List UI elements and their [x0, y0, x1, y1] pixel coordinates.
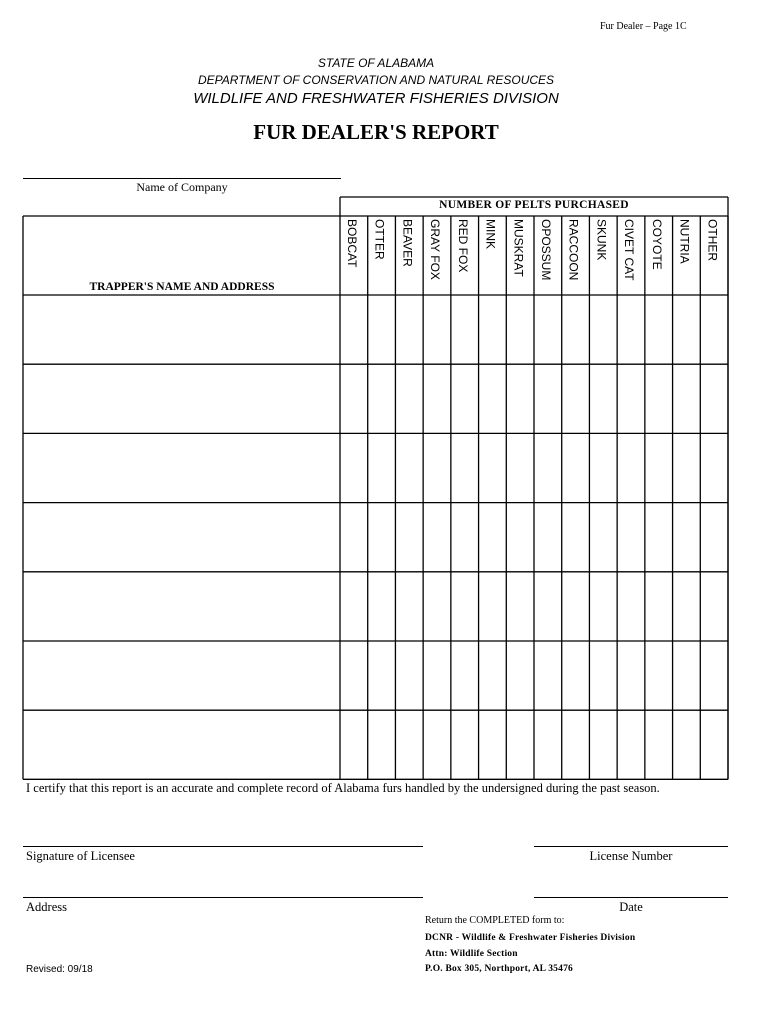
- pelt-count-cell-red-fox[interactable]: [452, 642, 478, 709]
- pelt-count-cell-red-fox[interactable]: [452, 573, 478, 640]
- pelt-count-cell-otter[interactable]: [369, 296, 395, 363]
- pelt-count-cell-red-fox[interactable]: [452, 296, 478, 363]
- pelt-count-cell-raccoon[interactable]: [563, 573, 589, 640]
- pelt-count-cell-civet-cat[interactable]: [618, 365, 644, 432]
- pelt-count-cell-coyote[interactable]: [646, 296, 672, 363]
- pelt-count-cell-red-fox[interactable]: [452, 365, 478, 432]
- column-header-red-fox: [451, 219, 479, 291]
- signature-label: Signature of Licensee: [26, 849, 135, 863]
- date-label: Date: [619, 900, 643, 914]
- pelt-count-cell-beaver[interactable]: [396, 573, 422, 640]
- pelt-count-cell-mink[interactable]: [480, 365, 506, 432]
- pelt-count-cell-nutria[interactable]: [674, 296, 700, 363]
- pelt-count-cell-bobcat[interactable]: [341, 711, 367, 778]
- pelt-count-cell-nutria[interactable]: [674, 642, 700, 709]
- pelt-count-cell-red-fox[interactable]: [452, 434, 478, 501]
- pelt-count-cell-opossum[interactable]: [535, 711, 561, 778]
- column-header-label: OPOSSUM: [539, 219, 553, 281]
- pelt-count-cell-raccoon[interactable]: [563, 642, 589, 709]
- pelts-purchased-header: NUMBER OF PELTS PURCHASED: [439, 199, 629, 211]
- pelt-count-cell-beaver[interactable]: [396, 504, 422, 571]
- pelt-count-cell-nutria[interactable]: [674, 434, 700, 501]
- column-header-civet-cat: [617, 219, 645, 291]
- pelt-count-cell-bobcat[interactable]: [341, 504, 367, 571]
- column-header-label: CIVET CAT: [622, 219, 637, 281]
- certification-text: I certify that this report is an accurate and complete record of Alabama furs handled by the undersigned during the past season.: [26, 781, 660, 795]
- pelt-count-cell-beaver[interactable]: [396, 434, 422, 501]
- pelt-count-cell-otter[interactable]: [369, 504, 395, 571]
- pelt-count-cell-mink[interactable]: [480, 504, 506, 571]
- pelt-count-cell-coyote[interactable]: [646, 434, 672, 501]
- pelt-count-cell-coyote[interactable]: [646, 642, 672, 709]
- pelt-count-cell-opossum[interactable]: [535, 365, 561, 432]
- pelt-count-cell-bobcat[interactable]: [341, 365, 367, 432]
- pelt-count-cell-gray-fox[interactable]: [424, 504, 450, 571]
- column-header-label: RACCOON: [566, 219, 581, 281]
- return-address-line1: DCNR - Wildlife & Freshwater Fisheries Division: [425, 933, 636, 943]
- pelt-count-cell-bobcat[interactable]: [341, 434, 367, 501]
- pelt-count-cell-muskrat[interactable]: [507, 504, 533, 571]
- pelt-count-cell-beaver[interactable]: [396, 711, 422, 778]
- pelt-count-cell-other[interactable]: [701, 365, 727, 432]
- pelt-count-cell-civet-cat[interactable]: [618, 434, 644, 501]
- pelt-count-cell-mink[interactable]: [480, 711, 506, 778]
- pelt-count-cell-bobcat[interactable]: [341, 296, 367, 363]
- return-address-line3: P.O. Box 305, Northport, AL 35476: [425, 964, 573, 974]
- pelt-count-cell-gray-fox[interactable]: [424, 296, 450, 363]
- state-heading: STATE OF ALABAMA: [317, 56, 435, 70]
- pelt-count-cell-nutria[interactable]: [674, 504, 700, 571]
- column-header-label: SKUNK: [594, 219, 609, 261]
- pelt-count-cell-other[interactable]: [701, 504, 727, 571]
- pelt-count-cell-civet-cat[interactable]: [618, 642, 644, 709]
- pelt-count-cell-red-fox[interactable]: [452, 711, 478, 778]
- pelt-count-cell-gray-fox[interactable]: [424, 573, 450, 640]
- pelt-count-cell-otter[interactable]: [369, 434, 395, 501]
- pelt-count-cell-gray-fox[interactable]: [424, 711, 450, 778]
- column-header-skunk: [589, 219, 617, 291]
- column-header-beaver: [395, 219, 423, 291]
- pelt-count-cell-raccoon[interactable]: [563, 504, 589, 571]
- signature-line[interactable]: [23, 846, 423, 847]
- column-header-label: OTHER: [705, 219, 720, 261]
- trapper-name-address-header: TRAPPER'S NAME AND ADDRESS: [89, 281, 275, 293]
- license-number-label: License Number: [589, 849, 673, 863]
- pelt-count-cell-skunk[interactable]: [590, 434, 616, 501]
- pelt-count-cell-coyote[interactable]: [646, 573, 672, 640]
- column-header-bobcat: [340, 219, 368, 291]
- pelt-count-cell-mink[interactable]: [480, 573, 506, 640]
- page-label: Fur Dealer – Page 1C: [600, 21, 687, 32]
- trapper-name-address-cell[interactable]: [24, 573, 340, 640]
- trapper-name-address-cell[interactable]: [24, 642, 340, 709]
- column-header-label: GRAY FOX: [428, 219, 443, 280]
- pelt-count-cell-otter[interactable]: [369, 642, 395, 709]
- department-heading: DEPARTMENT OF CONSERVATION AND NATURAL RESOUCES: [197, 73, 555, 87]
- return-label: Return the COMPLETED form to:: [425, 915, 565, 926]
- pelt-count-cell-nutria[interactable]: [674, 711, 700, 778]
- pelt-count-cell-other[interactable]: [701, 296, 727, 363]
- column-header-raccoon: [562, 219, 590, 291]
- trapper-name-address-cell[interactable]: [24, 711, 340, 778]
- return-address-line2: Attn: Wildlife Section: [425, 949, 518, 959]
- column-header-label: RED FOX: [455, 219, 470, 273]
- pelt-count-cell-other[interactable]: [701, 573, 727, 640]
- date-line[interactable]: [534, 897, 728, 898]
- address-label: Address: [26, 900, 67, 914]
- pelt-count-cell-gray-fox[interactable]: [424, 434, 450, 501]
- pelt-count-cell-muskrat[interactable]: [507, 642, 533, 709]
- column-header-other: [700, 219, 728, 291]
- pelt-count-cell-muskrat[interactable]: [507, 573, 533, 640]
- column-header-label: NUTRIA: [677, 219, 692, 264]
- pelt-count-cell-otter[interactable]: [369, 573, 395, 640]
- pelt-count-cell-muskrat[interactable]: [507, 711, 533, 778]
- pelt-count-cell-raccoon[interactable]: [563, 296, 589, 363]
- trapper-name-address-cell[interactable]: [24, 296, 340, 363]
- pelt-count-cell-skunk[interactable]: [590, 573, 616, 640]
- pelt-count-cell-civet-cat[interactable]: [618, 573, 644, 640]
- column-header-label: BEAVER: [400, 219, 415, 267]
- pelt-count-cell-civet-cat[interactable]: [618, 504, 644, 571]
- pelt-count-cell-nutria[interactable]: [674, 365, 700, 432]
- column-header-label: MUSKRAT: [511, 219, 526, 277]
- column-header-mink: [479, 219, 507, 291]
- column-header-label: OTTER: [372, 219, 387, 260]
- column-header-nutria: [673, 219, 701, 291]
- pelt-count-cell-skunk[interactable]: [590, 711, 616, 778]
- pelt-count-cell-opossum[interactable]: [535, 296, 561, 363]
- pelt-count-cell-beaver[interactable]: [396, 296, 422, 363]
- column-header-otter: [368, 219, 396, 291]
- pelt-count-cell-muskrat[interactable]: [507, 365, 533, 432]
- column-header-label: BOBCAT: [345, 219, 359, 268]
- pelt-count-cell-beaver[interactable]: [396, 642, 422, 709]
- trapper-name-address-cell[interactable]: [24, 504, 340, 571]
- address-line[interactable]: [23, 897, 423, 898]
- column-header-gray-fox: [423, 219, 451, 291]
- pelt-count-cell-gray-fox[interactable]: [424, 365, 450, 432]
- column-header-muskrat: [506, 219, 534, 291]
- pelt-count-cell-raccoon[interactable]: [563, 365, 589, 432]
- division-heading: WILDLIFE AND FRESHWATER FISHERIES DIVISION: [193, 90, 559, 107]
- pelt-count-cell-coyote[interactable]: [646, 711, 672, 778]
- pelt-count-cell-coyote[interactable]: [646, 504, 672, 571]
- pelt-count-cell-skunk[interactable]: [590, 504, 616, 571]
- pelt-count-cell-mink[interactable]: [480, 434, 506, 501]
- pelt-count-cell-opossum[interactable]: [535, 642, 561, 709]
- pelt-count-cell-other[interactable]: [701, 711, 727, 778]
- pelt-count-cell-opossum[interactable]: [535, 434, 561, 501]
- pelt-count-cell-otter[interactable]: [369, 711, 395, 778]
- pelt-count-cell-mink[interactable]: [480, 642, 506, 709]
- pelt-count-cell-gray-fox[interactable]: [424, 642, 450, 709]
- column-header-coyote: [645, 219, 673, 291]
- pelt-count-cell-bobcat[interactable]: [341, 642, 367, 709]
- column-header-label: MINK: [483, 219, 498, 249]
- pelt-count-cell-mink[interactable]: [480, 296, 506, 363]
- pelt-count-cell-skunk[interactable]: [590, 296, 616, 363]
- pelt-count-cell-other[interactable]: [701, 642, 727, 709]
- pelt-count-cell-civet-cat[interactable]: [618, 296, 644, 363]
- pelt-count-cell-skunk[interactable]: [590, 365, 616, 432]
- pelt-count-cell-nutria[interactable]: [674, 573, 700, 640]
- company-name-label: Name of Company: [136, 180, 228, 194]
- pelt-count-cell-muskrat[interactable]: [507, 434, 533, 501]
- trapper-name-address-cell[interactable]: [24, 365, 340, 432]
- pelt-count-cell-other[interactable]: [701, 434, 727, 501]
- pelt-count-cell-bobcat[interactable]: [341, 573, 367, 640]
- report-title: FUR DEALER'S REPORT: [253, 120, 499, 144]
- pelt-count-cell-opossum[interactable]: [535, 504, 561, 571]
- pelt-count-cell-skunk[interactable]: [590, 642, 616, 709]
- company-name-line[interactable]: [23, 178, 341, 179]
- revised-date: Revised: 09/18: [26, 964, 93, 975]
- pelt-count-cell-civet-cat[interactable]: [618, 711, 644, 778]
- column-header-opossum: [534, 219, 562, 291]
- column-header-label: COYOTE: [649, 219, 664, 270]
- pelt-count-cell-coyote[interactable]: [646, 365, 672, 432]
- pelt-count-cell-raccoon[interactable]: [563, 434, 589, 501]
- pelt-count-cell-otter[interactable]: [369, 365, 395, 432]
- license-number-line[interactable]: [534, 846, 728, 847]
- pelt-count-cell-beaver[interactable]: [396, 365, 422, 432]
- pelt-count-cell-red-fox[interactable]: [452, 504, 478, 571]
- pelt-count-cell-raccoon[interactable]: [563, 711, 589, 778]
- pelt-count-cell-opossum[interactable]: [535, 573, 561, 640]
- pelt-count-cell-muskrat[interactable]: [507, 296, 533, 363]
- trapper-name-address-cell[interactable]: [24, 434, 340, 501]
